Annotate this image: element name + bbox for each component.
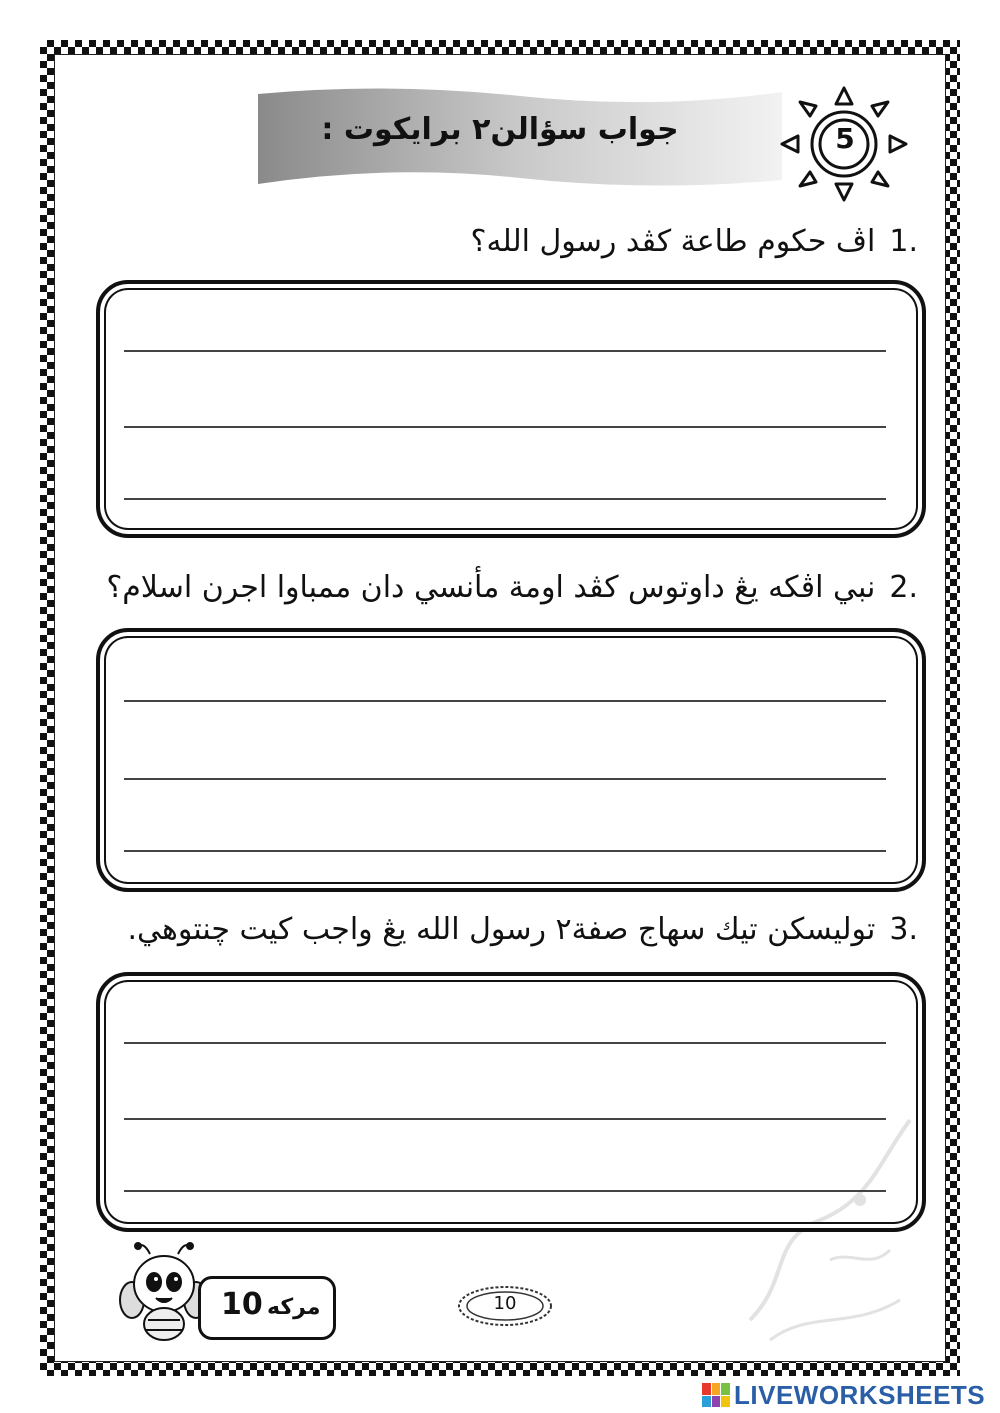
- answer-line: [124, 1190, 886, 1192]
- marks-value: 10: [221, 1287, 263, 1322]
- question-number: 1.: [889, 224, 918, 259]
- marks-box: [198, 1276, 336, 1340]
- answer-line: [124, 700, 886, 702]
- answer-box-2[interactable]: [96, 628, 926, 892]
- answer-line: [124, 1042, 886, 1044]
- liveworksheets-watermark: [702, 1380, 985, 1410]
- liveworksheets-logo-icon: [702, 1383, 730, 1407]
- exercise-number: 5: [835, 122, 855, 155]
- page-number: 10: [493, 1293, 517, 1314]
- question-text: نبي اڤكه يڠ داوتوس كڤد اومة مأنسي دان ممباوا اجرن اسلام؟: [106, 570, 876, 605]
- answer-line: [124, 778, 886, 780]
- liveworksheets-brand: LIVEWORKSHEETS: [734, 1379, 986, 1410]
- marks-label: مركه: [267, 1295, 321, 1320]
- question-2: [106, 570, 918, 605]
- question-text: اڤ حكوم طاعة كڤد رسول الله؟: [470, 224, 876, 259]
- worksheet-title: جواب سؤالن٢ برايكوت :: [321, 112, 679, 147]
- answer-line: [124, 850, 886, 852]
- answer-line: [124, 426, 886, 428]
- answer-line: [124, 498, 886, 500]
- question-text: توليسكن تيك سهاج صفة٢ رسول الله يڠ واجب كيت چنتوهي.: [127, 912, 876, 947]
- question-number: 3.: [889, 912, 918, 947]
- question-1: [471, 224, 918, 259]
- answer-box-3[interactable]: [96, 972, 926, 1232]
- answer-box-1[interactable]: [96, 280, 926, 538]
- question-3: [127, 912, 918, 947]
- answer-line: [124, 1118, 886, 1120]
- answer-line: [124, 350, 886, 352]
- question-number: 2.: [889, 570, 918, 605]
- bee-mascot-icon: [118, 1240, 210, 1344]
